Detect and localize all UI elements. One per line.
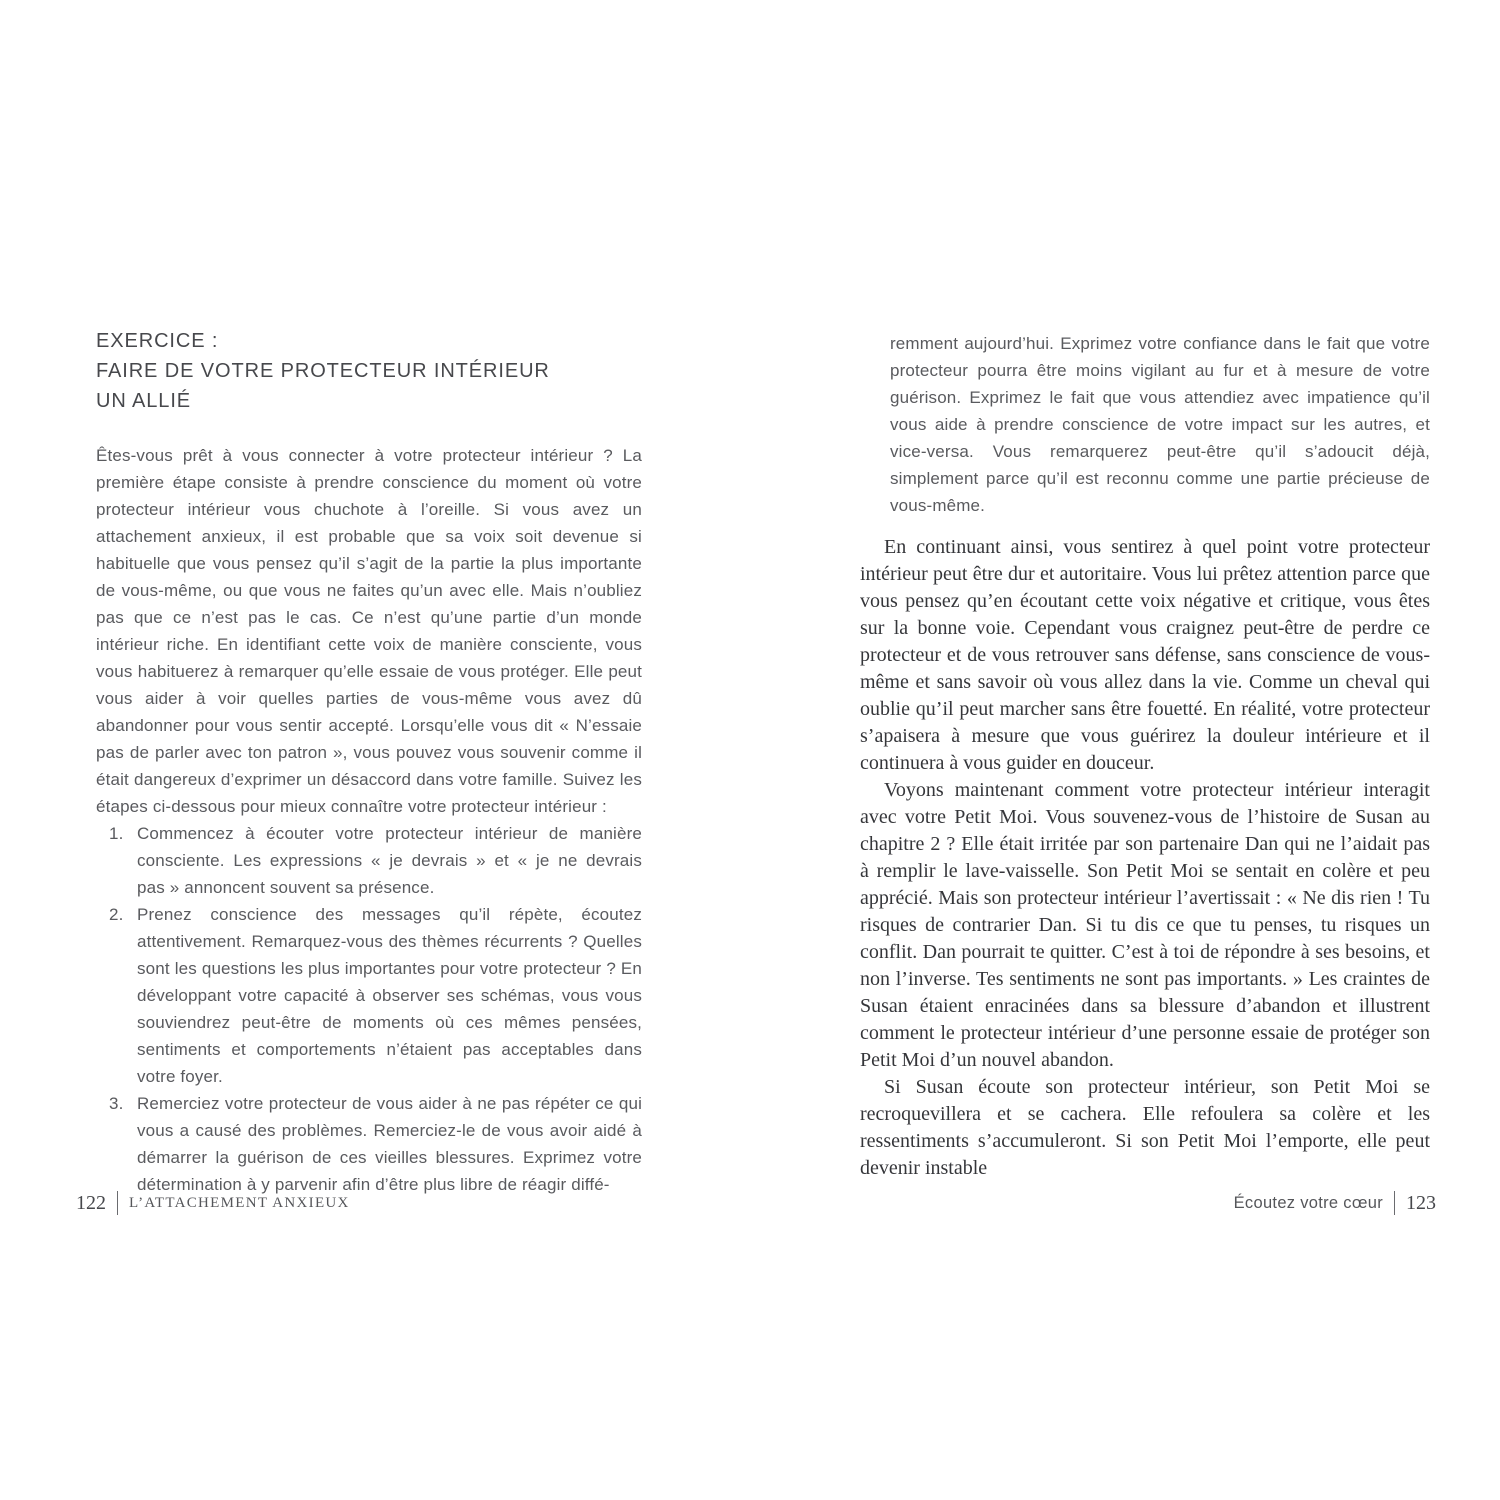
list-item (109, 1090, 642, 1198)
exercise-heading-line-1: EXERCICE : (96, 330, 219, 352)
left-page-footer (76, 1191, 350, 1215)
list-item-number: 1. (109, 824, 124, 843)
list-item-number: 2. (109, 905, 124, 924)
exercise-heading-line-3: UN ALLIÉ (96, 390, 192, 412)
list-item (109, 820, 642, 901)
body-paragraph: En continuant ainsi, vous sentirez à quel point votre protecteur intérieur peut être dur et autoritaire. Vous lui prêtez attention parce que vous pensez qu’en écoutant cette voix négative et critique, vous êtes sur la bonne voie. Cependant vous craignez peut-être de perdre ce protecteur et de vous retrouver sans défense, sans conscience de vous-même et sans savoir où vous allez dans la vie. Comme un cheval qui oublie qu’il peut marcher sans être fouetté. En réalité, votre protecteur s’apaisera à mesure que vous guérirez la douleur intérieure et il continuera à vous guider en douceur. (860, 536, 1430, 774)
left-page-number: 122 (76, 1191, 106, 1214)
left-page (96, 326, 642, 1198)
exercise-intro-paragraph: Êtes-vous prêt à vous connecter à votre protecteur intérieur ? La première étape consiste à prendre conscience du moment où votre protecteur intérieur vous chuchote à l’oreille. Si vous avez un attachement anxieux, il est probable que sa voix soit devenue si habituelle que vous pensez qu’il s’agit de la partie la plus importante de vous-même, ou que vous ne faites qu’un avec elle. Mais n’oubliez pas que ce n’est pas le cas. Ce n’est qu’une partie d’un monde intérieur riche. En identifiant cette voix de manière consciente, vous vous habituerez à remarquer qu’elle essaie de vous protéger. Elle peut vous aider à voir quelles parties de vous-même vous avez dû abandonner pour vous sentir accepté. Lorsqu’elle vous dit « N’essaie pas de parler avec ton patron », vous pouvez vous souvenir comme il était dangereux d’exprimer un désaccord dans votre famille. Suivez les étapes ci-dessous pour mieux connaître votre protecteur intérieur : (96, 446, 642, 816)
right-page-number: 123 (1406, 1191, 1436, 1214)
footer-divider (1394, 1191, 1395, 1215)
body-paragraph: Si Susan écoute son protecteur intérieur, son Petit Moi se recroquevillera et se cachera. Elle refoulera sa colère et les ressentiments s’accumuleront. Si son Petit Moi l’emporte, elle peut devenir instable (860, 1076, 1430, 1179)
list-item (109, 901, 642, 1090)
right-page (860, 330, 1430, 1182)
book-title: L’ATTACHEMENT ANXIEUX (129, 1194, 350, 1211)
exercise-heading-line-2: FAIRE DE VOTRE PROTECTEUR INTÉRIEUR (96, 360, 550, 382)
footer-divider (117, 1191, 118, 1215)
list-item-number: 3. (109, 1094, 124, 1113)
exercise-steps-list (96, 820, 642, 1198)
body-paragraph: Voyons maintenant comment votre protecteur intérieur interagit avec votre Petit Moi. Vous souvenez-vous de l’histoire de Susan au chapitre 2 ? Elle était irritée par son partenaire Dan qui ne l’aidait pas à remplir le lave-vaisselle. Son Petit Moi se sentait en colère et peu apprécié. Mais son protecteur intérieur l’avertissait : « Ne dis rien ! Tu risques de contrarier Dan. Si tu dis ce que tu penses, tu risques un conflit. Dan pourrait te quitter. C’est à toi de répondre à ses besoins, et non l’inverse. Tes sentiments ne sont pas importants. » Les craintes de Susan étaient enracinées dans sa blessure d’abandon et illustrent comment le protecteur intérieur d’une personne essaie de protéger son Petit Moi d’un nouvel abandon. (860, 779, 1430, 1071)
exercise-heading (96, 326, 642, 416)
list-item-text: Commencez à écouter votre protecteur intérieur de manière consciente. Les expressions « je devrais » et « je ne devrais pas » annoncent souvent sa présence. (137, 824, 642, 897)
list-item-text: Remerciez votre protecteur de vous aider à ne pas répéter ce qui vous a causé des problèmes. Remerciez-le de vous avoir aidé à démarrer la guérison de ces vieilles blessures. Exprimez votre détermination à y parvenir afin d’être plus libre de réagir diffé- (137, 1094, 642, 1194)
right-page-footer (1234, 1191, 1436, 1215)
chapter-title: Écoutez votre cœur (1233, 1193, 1383, 1212)
list-item-text: Prenez conscience des messages qu’il répète, écoutez attentivement. Remarquez-vous des thèmes récurrents ? Quelles sont les questions les plus importantes pour votre protecteur ? En développant votre capacité à observer ses schémas, vous vous souviendrez peut-être de moments où ces mêmes pensées, sentiments et comportements n’étaient pas acceptables dans votre foyer. (137, 905, 642, 1086)
list-continuation-paragraph: remment aujourd’hui. Exprimez votre confiance dans le fait que votre protecteur pourra être moins vigilant au fur et à mesure de votre guérison. Exprimez le fait que vous attendiez avec impatience qu’il vous aide à prendre conscience de votre impact sur les autres, et vice-versa. Vous remarquerez peut-être qu’il s’adoucit déjà, simplement parce qu’il est reconnu comme une partie précieuse de vous-même. (890, 334, 1430, 515)
